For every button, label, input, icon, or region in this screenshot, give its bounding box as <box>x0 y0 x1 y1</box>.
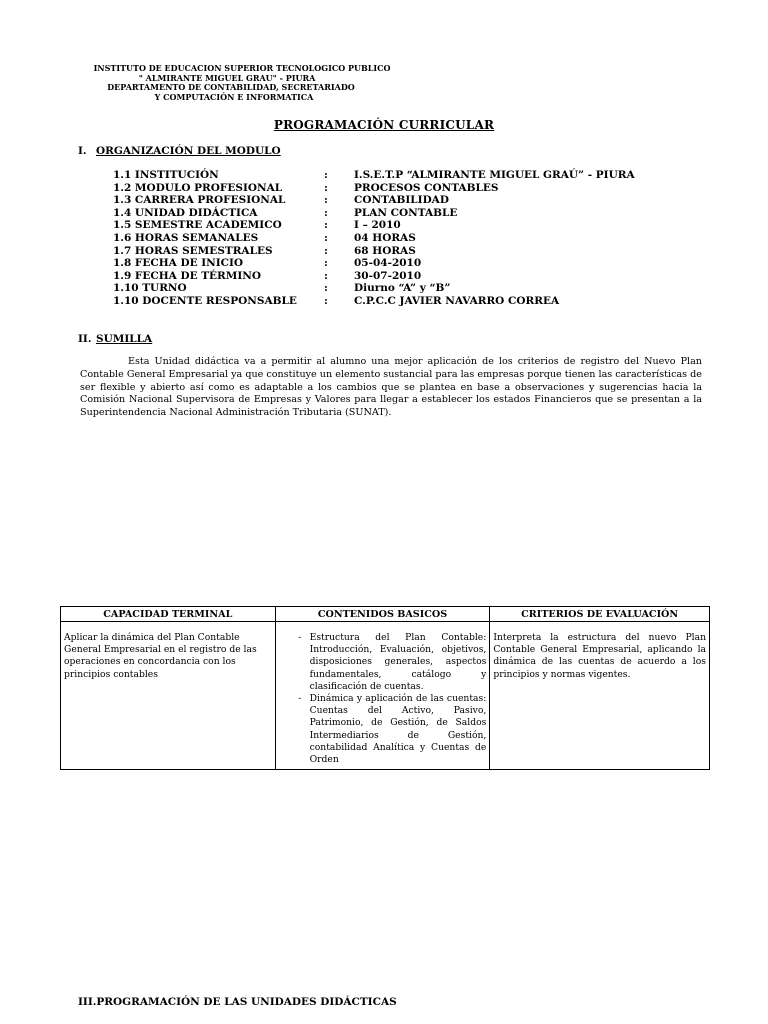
header-criterios: CRITERIOS DE EVALUACIÓN <box>490 607 710 622</box>
org-colon: : <box>324 294 328 307</box>
org-value: I.S.E.T.P “ALMIRANTE MIGUEL GRAÚ” - PIURA <box>354 169 635 181</box>
table-row <box>61 622 710 770</box>
org-colon: : <box>324 231 328 244</box>
header-contenidos: CONTENIDOS BASICOS <box>275 607 490 622</box>
org-label: 1.4 UNIDAD DIDÁCTICA <box>113 206 258 219</box>
org-value: 04 HORAS <box>354 231 416 244</box>
org-row <box>113 207 635 220</box>
org-label: 1.10 DOCENTE RESPONSABLE <box>113 294 297 307</box>
institution-header <box>62 64 422 102</box>
list-item <box>290 693 487 766</box>
capacidad-text: Aplicar la dinámica del Plan Contable General Empresarial en el registro de las operaciones en concordancia con los principios contables <box>64 632 257 680</box>
section-title: ORGANIZACIÓN DEL MODULO <box>96 145 281 157</box>
org-row <box>113 295 635 308</box>
org-value: I – 2010 <box>354 219 401 232</box>
org-label: 1.8 FECHA DE INICIO <box>113 257 244 270</box>
org-label: 1.5 SEMESTRE ACADEMICO <box>113 219 282 232</box>
organization-list <box>113 169 635 308</box>
org-label: 1.10 TURNO <box>113 282 187 295</box>
org-colon: : <box>324 244 328 257</box>
org-value: PLAN CONTABLE <box>354 206 458 219</box>
org-label: 1.1 INSTITUCIÓN <box>113 169 219 181</box>
contenido-text: Estructura del Plan Contable: Introducción, Evaluación, objetivos, disposiciones generales, aspectos fundamentales, catálogo y clasificación de cuentas. <box>309 632 487 692</box>
org-colon: : <box>324 257 328 270</box>
header-capacidad: CAPACIDAD TERMINAL <box>61 607 276 622</box>
bullet-dash: - <box>298 693 302 705</box>
cell-criterios <box>490 622 710 770</box>
header-line: DEPARTAMENTO DE CONTABILIDAD, SECRETARIADO <box>107 82 355 92</box>
header-line: INSTITUTO DE EDUCACION SUPERIOR TECNOLOGICO PUBLICO <box>93 63 391 73</box>
cell-contenidos <box>275 622 490 770</box>
section-number: II. <box>78 333 92 345</box>
criterios-text: Interpreta la estructura del nuevo Plan Contable General Empresarial, aplicando la dinámica de las cuentas de acuerdo a los principios y normas vigentes. <box>493 632 706 680</box>
org-row <box>113 219 635 232</box>
org-value: CONTABILIDAD <box>354 194 449 207</box>
org-value: 05-04-2010 <box>354 257 422 270</box>
org-row <box>113 232 635 245</box>
section-number: I. <box>78 145 87 157</box>
org-value: 30-07-2010 <box>354 269 422 282</box>
org-row <box>113 270 635 283</box>
section-heading-programacion: III.PROGRAMACIÓN DE LAS UNIDADES DIDÁCTICAS <box>78 996 397 1008</box>
org-colon: : <box>324 269 328 282</box>
section-heading-sumilla <box>78 333 152 345</box>
sumilla-text: Esta Unidad didáctica va a permitir al alumno una mejor aplicación de los criterios de registro del Nuevo Plan Contable General Empresarial ya que constituye un elemento sustancial para las empresas porque tienen las características de ser flexible y abierto así como es adaptable a los cambios que se plantea en base a observaciones y sugerencias hacia la Comisión Nacional Supervisora de Empresas y Valores para llegar a establecer los estados Financieros que se presentan a la Superintendencia Nacional Administración Tributaria (SUNAT). <box>80 356 702 419</box>
list-item <box>290 632 487 693</box>
org-row <box>113 245 635 258</box>
capacity-table <box>60 606 710 770</box>
section-heading-organizacion <box>78 145 281 157</box>
org-label: 1.3 CARRERA PROFESIONAL <box>113 194 286 207</box>
org-label: 1.2 MODULO PROFESIONAL <box>113 181 283 194</box>
header-line: " ALMIRANTE MIGUEL GRAU" - PIURA <box>138 72 316 83</box>
section-title: SUMILLA <box>96 333 153 345</box>
org-row <box>113 194 635 207</box>
contenido-text: Dinámica y aplicación de las cuentas: Cuentas del Activo, Pasivo, Patrimonio, de Gestión, de Saldos Intermediarios de Gestión, contabilidad Analítica y Cuentas de Orden <box>309 693 487 766</box>
org-colon: : <box>324 282 328 295</box>
org-colon: : <box>324 169 328 181</box>
org-row <box>113 169 635 182</box>
org-value: PROCESOS CONTABLES <box>354 181 499 194</box>
header-line: Y COMPUTACIÓN E INFORMATICA <box>154 91 314 102</box>
org-row <box>113 182 635 195</box>
document-title: PROGRAMACIÓN CURRICULAR <box>273 118 495 132</box>
org-colon: : <box>324 181 328 194</box>
org-label: 1.9 FECHA DE TÉRMINO <box>113 269 262 282</box>
org-value: Diurno “A” y “B” <box>354 282 451 295</box>
cell-capacidad <box>61 622 276 770</box>
org-colon: : <box>324 194 328 207</box>
sumilla-paragraph <box>80 356 702 420</box>
org-label: 1.7 HORAS SEMESTRALES <box>113 244 273 257</box>
org-label: 1.6 HORAS SEMANALES <box>113 231 259 244</box>
bullet-dash: - <box>298 632 302 643</box>
org-row <box>113 282 635 295</box>
org-value: 68 HORAS <box>354 244 416 257</box>
org-colon: : <box>324 219 328 232</box>
org-value: C.P.C.C JAVIER NAVARRO CORREA <box>354 294 560 307</box>
table-header-row <box>61 607 710 622</box>
org-row <box>113 257 635 270</box>
org-colon: : <box>324 206 328 219</box>
